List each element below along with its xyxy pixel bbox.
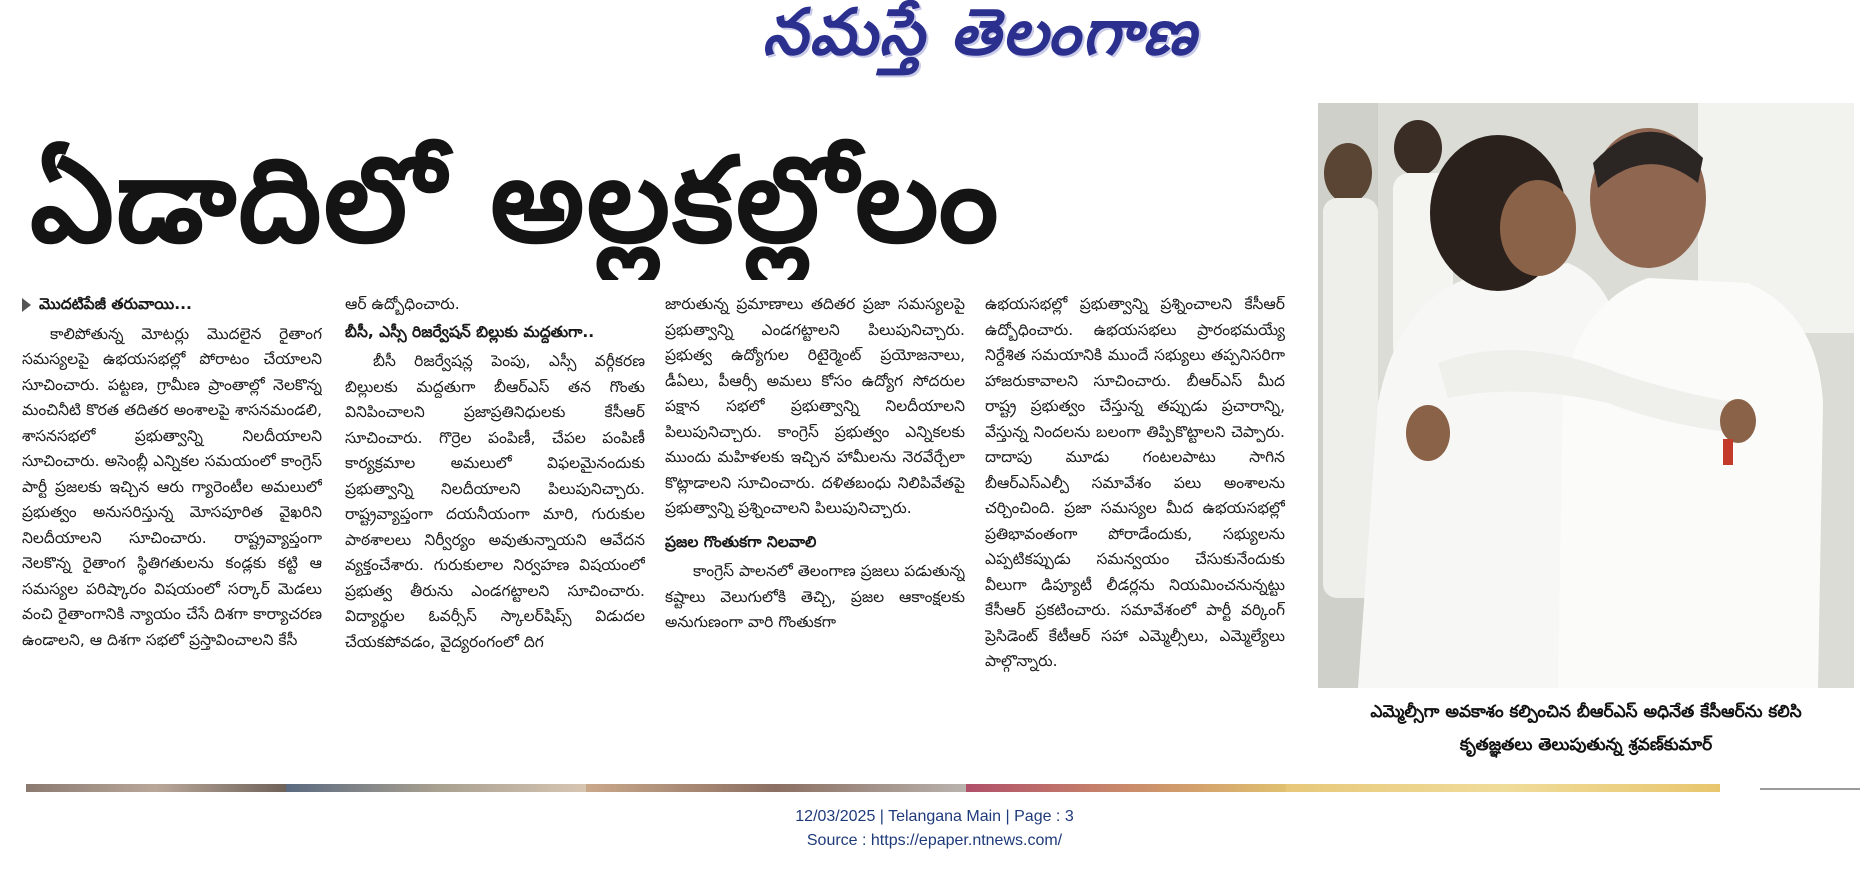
adjacent-image-strip bbox=[966, 784, 1286, 792]
adjacent-image-strip bbox=[586, 784, 966, 792]
article-paragraph: కాంగ్రెస్ పాలనలో తెలంగాణ ప్రజలు పడుతున్న కష్టాలు వెలుగులోకి తెచ్చి, ప్రజల ఆకాంక్షలకు అనుగుణంగా వారి గొంతుకగా bbox=[665, 562, 965, 631]
article-paragraph: ఉభయసభల్లో ప్రభుత్వాన్ని ప్రశ్నించాలని కేసీఆర్ ఉద్బోధించారు. ఉభయసభలు ప్రారంభమయ్యే నిర్దేశిత సమయానికి ముందే సభ్యులు తప్పనిసరిగా హాజరుకావాలని సూచించారు. బీఆర్ఎస్ మీద రాష్ట్ర ప్రభుత్వం చేస్తున్న తప్పుడు ప్రచారాన్ని, వేస్తున్న నిందలను బలంగా తిప్పికొట్టాలని చెప్పారు. దాదాపు మూడు గంటలపాటు సాగిన బీఆర్ఎస్ఎల్పీ సమావేశం పలు అంశాలను చర్చించింది. ప్రజా సమస్యల మీద ఉభయసభల్లో ప్రతిభావంతంగా పోరాడేందుకు, సభ్యులను ఎప్పటికప్పుడు సమన్వయం చేసుకునేందుకు వీలుగా డిప్యూటీ లీడర్లను నియమించనున్నట్టు కేసీఆర్ ప్రకటించారు. సమావేశంలో పార్టీ వర్కింగ్ ప్రెసిడెంట్ కేటీఆర్ సహా ఎమ్మెల్సీలు, ఎమ్మెల్యేలు పాల్గొన్నారు. bbox=[985, 295, 1285, 670]
masthead bbox=[620, 0, 1340, 80]
headline: ఏడాదిలో అల్లకల్లోలం bbox=[30, 131, 1001, 269]
article-column-2 bbox=[345, 292, 645, 772]
adjacent-image-strip bbox=[286, 784, 586, 792]
photo-caption-line: కృతజ్ఞతలు తెలుపుతున్న శ్రవణ్‌కుమార్ bbox=[1459, 735, 1713, 755]
masthead-title: నమస్తే తెలంగాణ bbox=[762, 0, 1198, 70]
article-subheading: ప్రజల గొంతుకగా నిలవాలి bbox=[665, 532, 817, 551]
footer-source-link[interactable]: Source : https://epaper.ntnews.com/ bbox=[806, 832, 1063, 849]
news-photo bbox=[1318, 103, 1854, 688]
news-photo-illustration bbox=[1318, 103, 1854, 688]
article-paragraph: బీసీ రిజర్వేషన్ల పెంపు, ఎస్సీ వర్గీకరణ బిల్లులకు మద్దతుగా బీఆర్ఎస్ తన గొంతు వినిపించాలని ప్రజాప్రతినిధులకు కేసీఆర్ సూచించారు. గొర్రెల పంపిణీ, చేపల పంపిణీ కార్యక్రమాల అమలులో విఫలమైనందుకు ప్రభుత్వాన్ని నిలదీయాలని పిలుపునిచ్చారు. రాష్ట్రవ్యాప్తంగా దయనీయంగా మారి, గురుకుల పాఠశాలలు నిర్వీర్యం అవుతున్నాయని ఆవేదన వ్యక్తంచేశారు. గురుకులాల నిర్వహణ విషయంలో ప్రభుత్వ తీరును ఎండగట్టాలని సూచించారు. విద్యార్థుల ఓవర్సీస్ స్కాలర్‌షిప్స్ విడుదల చేయకపోవడం, వైద్యరంగంలో దిగ bbox=[345, 352, 645, 651]
adjacent-image-strip bbox=[1286, 784, 1720, 792]
continued-label: మొదటిపేజీ తరువాయి... bbox=[39, 295, 192, 313]
article-paragraph: కాలిపోతున్న మోటర్లు మొదలైన రైతాంగ సమస్యలపై ఉభయసభల్లో పోరాటం చేయాలని సూచించారు. పట్టణ, గ్రామీణ ప్రాంతాల్లో నెలకొన్న మంచినీటి కొరత తదితర అంశాలపై శాసనమండలి, శాసనసభలో ప్రభుత్వాన్ని నిలదీయాలని సూచించారు. అసెంబ్లీ ఎన్నికల సమయంలో కాంగ్రెస్ పార్టీ ప్రజలకు ఇచ్చిన ఆరు గ్యారెంటీల అమలులో ప్రభుత్వం అనుసరిస్తున్న మోసపూరిత వైఖరిని నిలదీయాలని సూచించారు. రాష్ట్రవ్యాప్తంగా నెలకొన్న రైతాంగ స్థితిగతులను కండ్లకు కట్టి ఆ సమస్యల పరిష్కారం విషయంలో సర్కార్ మెడలు వంచి రైతాంగానికి న్యాయం చేసే దిశగా కార్యాచరణ ఉండాలని, ఆ దిశగా సభలో ప్రస్తావించాలని కేసీ bbox=[22, 324, 322, 649]
article-body bbox=[22, 292, 1285, 772]
footer-edition-info: 12/03/2025 | Telangana Main | Page : 3 bbox=[795, 808, 1074, 825]
photo-caption-line: ఎమ్మెల్సీగా అవకాశం కల్పించిన బీఆర్ఎస్ అధినేత కేసీఆర్‌ను కలిసి bbox=[1370, 702, 1802, 722]
article-column-3 bbox=[665, 292, 965, 772]
adjacent-image-strip bbox=[26, 784, 286, 792]
adjacent-image-strip bbox=[1760, 788, 1860, 790]
continued-from-front-page bbox=[22, 292, 322, 318]
arrow-right-icon bbox=[22, 298, 31, 312]
article-column-4 bbox=[985, 292, 1285, 772]
article-subheading: బీసీ, ఎస్సీ రిజర్వేషన్ బిల్లుకు మద్దతుగా.. bbox=[345, 322, 595, 341]
photo-caption bbox=[1318, 696, 1854, 766]
article-paragraph: జారుతున్న ప్రమాణాలు తదితర ప్రజా సమస్యలపై ప్రభుత్వాన్ని ఎండగట్టాలని పిలుపునిచ్చారు. ప్రభుత్వ ఉద్యోగుల రిటైర్మెంట్ ప్రయోజనాలు, డీఏలు, పీఆర్సీ అమలు కోసం ఉద్యోగ సోదరుల పక్షాన సభలో ప్రభుత్వాన్ని నిలదీయాలని పిలుపునిచ్చారు. కాంగ్రెస్ ప్రభుత్వం ఎన్నికలకు ముందు మహిళలకు ఇచ్చిన హామీలను నెరవేర్చేలా కొట్లాడాలని సూచించారు. దళితబంధు నిలిపివేతపై ప్రభుత్వాన్ని ప్రశ్నించాలని పిలుపునిచ్చారు. bbox=[665, 295, 965, 517]
article-column-1 bbox=[22, 292, 322, 772]
article-paragraph: ఆర్ ఉద్బోధించారు. bbox=[345, 295, 460, 313]
